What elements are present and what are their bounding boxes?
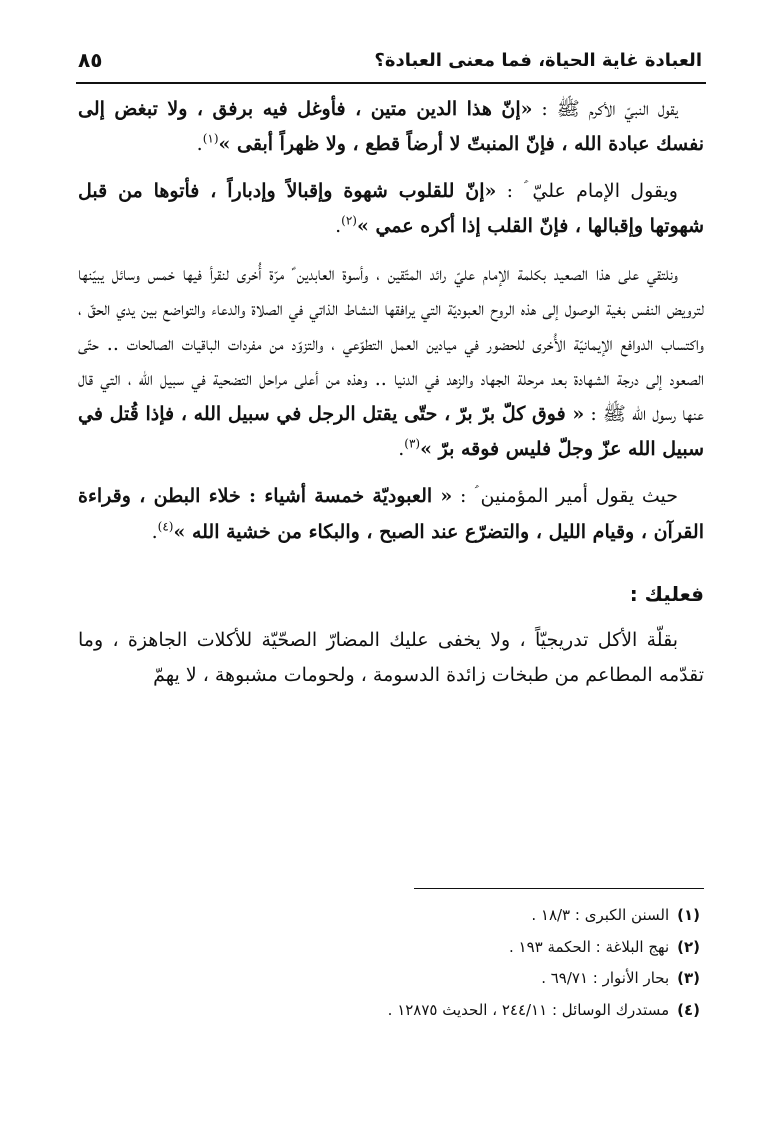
section-heading: فعليك :: [629, 581, 704, 606]
hadith-quote: «إنّ هذا الدين متين ، فأوغل فيه برفق ، ولا تبغض إلى نفسك عبادة الله ، فإنّ المنبتّ لا أرضاً قطع ، ولا ظهراً أبقى »: [78, 98, 704, 156]
body-text: [78, 92, 704, 705]
hadith-quote: « فوق كلّ برّ برّ ، حتّى يقتل الرجل في سبيل الله ، فإذا قُتل في سبيل الله عزّ وجلّ فليس فوقه برّ »: [78, 403, 704, 461]
header-divider: [76, 82, 706, 84]
page-number: ٨٥: [78, 48, 103, 72]
running-title: العبادة غاية الحياة، فما معنى العبادة؟: [374, 49, 702, 71]
sentence-end: .: [196, 133, 203, 156]
footnote-number: (٢): [677, 937, 700, 956]
page-header: [78, 40, 702, 80]
footnote-ref: (٤): [157, 519, 174, 534]
sentence-end: .: [335, 215, 342, 238]
paragraph-five-means: [78, 257, 704, 468]
paragraph-text: ونلتقي على هذا الصعيد بكلمة الإمام عليّ رائد المتّقين ، وأسوة العابدين ؑ مرّة أُخرى لنقرأ فيها خمس وسائل يبيّنها لترويض النفس بغية الوصول إلى هذه الروح العبوديّة التي يرافقها النشاط الذاتي في الصلاة والدعاء والتواضع بين يدي الحقّ ، واكتساب الدوافع الإيمانيّة الأُخرى للحضور في ميادين العمل التطوّعي ، والتزوّد من مفردات الباقيات الصالحات .. حتّى الصعود إلى درجة الشهادة بعد مرحلة الجهاد والزهد في الدنيا .. وهذه من أعلى مراحل التضحية في سبيل الله ، التي قال عنها رسول الله ﷺ :: [78, 262, 704, 426]
footnote-number: (٣): [677, 969, 700, 987]
footnote-item: [300, 995, 700, 1027]
hadith-quote: «إنّ للقلوب شهوة وإقبالاً وإدباراً ، فأتوها من قبل شهوتها وإقبالها ، فإنّ القلب إذا أكره عمي »: [78, 180, 704, 238]
paragraph-prophet-quote: [78, 92, 704, 162]
footnote-number: (١): [677, 906, 700, 924]
footnote-text: مستدرك الوسائل : ٢٤٤/١١ ، الحديث ١٢٨٧٥ .: [387, 1000, 670, 1019]
paragraph-text: بقلّة الأكل تدريجيّاً ، ولا يخفى عليك المضارّ الصحّيّة للأكلات الجاهزة ، وما تقدّمه المطاعم من طبخات زائدة الدسومة ، ولحومات مشبوهة ، لا يهمّ: [78, 628, 704, 686]
footnote-text: السنن الكبرى : ١٨/٣ .: [531, 906, 670, 924]
footnote-number: (٤): [677, 1000, 700, 1019]
footnote-text: نهج البلاغة : الحكمة ١٩٣ .: [508, 937, 670, 956]
paragraph-intro: ويقول الإمام عليّ ؑ :: [496, 180, 678, 203]
footnote-text: بحار الأنوار : ٦٩/٧١ .: [541, 969, 670, 987]
footnote-ref: (٣): [404, 436, 421, 451]
footnote-ref: (٢): [341, 214, 357, 229]
paragraph-worship-five-things: [78, 479, 704, 549]
paragraph-imam-ali-quote: [78, 174, 704, 244]
footnote-item: [300, 900, 700, 932]
sentence-end: .: [398, 438, 405, 461]
footnote-item: [300, 932, 700, 964]
footnote-divider: [414, 888, 704, 889]
footnotes: [300, 900, 700, 1026]
paragraph-intro: يقول النبيّ الأكرم ﷺ :: [532, 98, 678, 120]
paragraph-eating-advice: [78, 623, 704, 693]
footnote-item: [300, 963, 700, 995]
hadith-quote: « العبوديّة خمسة أشياء : خلاء البطن ، وقراءة القرآن ، وقيام الليل ، والتضرّع عند الصبح ، والبكاء من خشية الله »: [78, 485, 704, 543]
paragraph-intro: حيث يقول أمير المؤمنين ؑ :: [452, 485, 678, 508]
sentence-end: .: [151, 520, 158, 543]
footnote-ref: (١): [202, 131, 219, 146]
